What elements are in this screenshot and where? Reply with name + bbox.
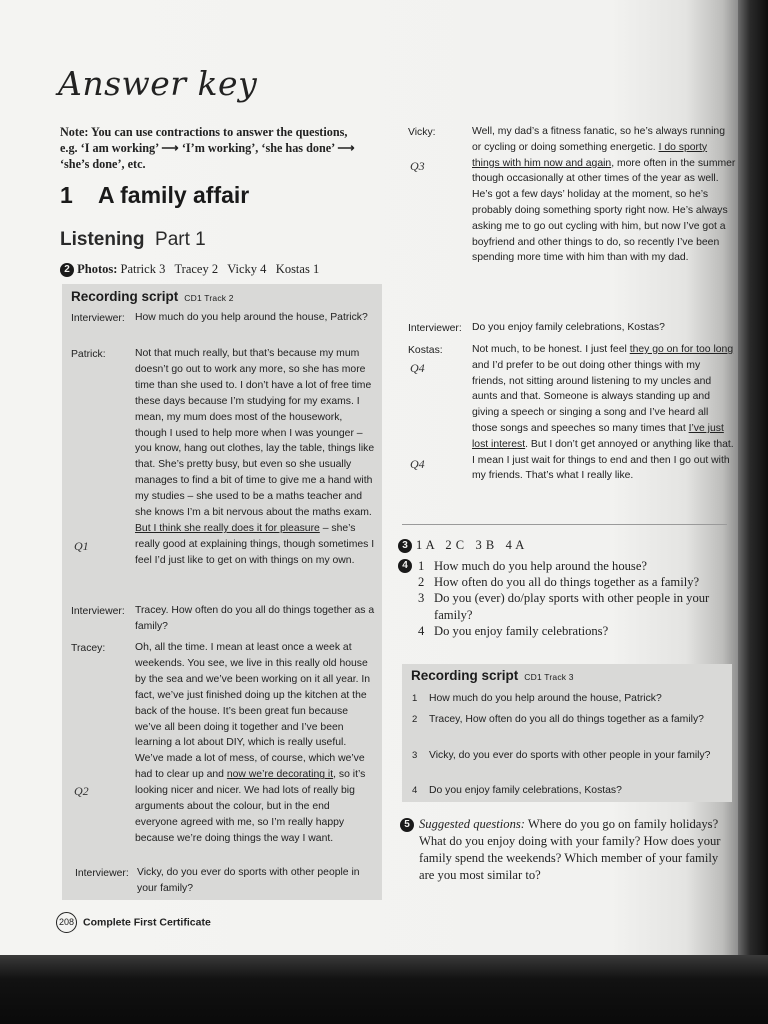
speech-segment: Oh, all the time. I mean at least once a week at weekends. You see, we live in this really old house by the sea and we’ve been working on it all year. In fact, we’ve just finished doing up the kitchen at the back of the house. It’s been great fun because we’ve all been doing it together and I’ve been learning a lot about DIY, which is really useful. We’ve made a lot of mess, of course, which we’ve had to clear up and (135, 642, 371, 781)
item-text: Tracey, How often do you all do things together as a family? (429, 714, 704, 725)
item-text: How much do you help around the house? (434, 559, 647, 573)
book-title: Complete First Certificate (83, 916, 211, 929)
photos-answer (60, 262, 319, 277)
step-2-badge: 2 (60, 263, 74, 277)
speech-segment: and I’d prefer to be out doing other things with my friends, not sitting around listening to my uncles and aunts and that. Someone is always standing up and giving a speech or singing a song and I’ve heard all those songs and speeches so many times that (472, 359, 712, 434)
question-marker: Q1 (74, 539, 89, 553)
item-text: Do you enjoy family celebrations, Kostas? (429, 785, 622, 796)
recording-script-heading (71, 289, 234, 304)
question-marker: Q4 (410, 457, 425, 471)
item-number: 4 (412, 785, 418, 796)
speech-text: Vicky, do you ever do sports with other people in your family? (137, 867, 360, 894)
item-number: 2 (412, 714, 418, 725)
track-label: CD1 Track 3 (524, 672, 574, 682)
speaker-label: Interviewer: (71, 606, 125, 617)
question-marker: Q2 (74, 784, 89, 798)
exercise-3-text: 1 A 2 C 3 B 4 A (416, 538, 525, 552)
speech-segment: , so it’s looking nicer and nicer. We had lots of really big arguments about the colour, but in the end everyone agreed with me, so I’m really happy because we’re doing things the way I want. (135, 769, 366, 844)
list-item (412, 712, 712, 728)
speaker-label: Tracey: (71, 643, 106, 654)
section-part: Part 1 (155, 229, 206, 250)
answer-evidence: I’ve just lost interest (472, 422, 724, 450)
answer-evidence: But I think she really does it for pleasure (135, 522, 320, 534)
speech-text: Do you enjoy family celebrations, Kostas? (472, 322, 665, 333)
item-number: 3 (412, 750, 418, 761)
item-number: 2 (418, 575, 425, 590)
item-number: 1 (412, 693, 418, 704)
item-text: Do you enjoy family celebrations? (434, 623, 609, 638)
list-item (398, 574, 728, 590)
speech-segment: , more often in the summer though occasionally at other times of the year as well. He’s got a few days’ holiday at the moment, so he’s probably doing something sporty right now. He’s always asking me to go out cycling with him, but now I’ve got a boyfriend and other things to do, so recently I’ve been spending more time with him than with my dad. (472, 157, 736, 264)
answer-evidence: they go on for too long (629, 344, 734, 355)
recording-script-heading (411, 668, 574, 683)
exercise-5-label: Suggested questions: (419, 817, 525, 831)
item-number: 3 (418, 591, 425, 606)
speech-text: How much do you help around the house, Patrick? (135, 312, 368, 323)
speech-segment: . But I don’t get annoyed or anything like that. I mean I just wait for things to end and then I go out with my friends. That’s what I really like. (472, 438, 734, 482)
item-text: Vicky, do you ever do sports with other people in your family? (429, 750, 711, 761)
contractions-note: Note: You can use contractions to answer the questions, e.g. ‘I am working’ ⟶ ‘I’m working’, ‘she has done’ ⟶ ‘she’s done’, etc. (60, 125, 355, 171)
recording-script-title: Recording script (411, 668, 519, 683)
exercise-3-answers (398, 538, 525, 553)
speech-text (472, 342, 734, 484)
unit-title: A family affair (98, 182, 250, 208)
recording-script-box (402, 664, 732, 802)
speech-text (135, 346, 375, 569)
list-item (412, 783, 712, 799)
answer-evidence: now we’re decorating it (226, 769, 334, 781)
speech-segment: – she’s really good at explaining things, though sometimes I feel I’d just like to get on with things on my own. (135, 522, 375, 566)
speaker-label: Interviewer: (71, 313, 125, 324)
divider (402, 524, 727, 525)
page-title: Answer key (58, 64, 258, 103)
speaker-label: Interviewer: (408, 323, 462, 334)
item-text: How much do you help around the house, Patrick? (429, 693, 662, 704)
recording-script-title: Recording script (71, 289, 179, 304)
exercise-5-text: Where do you go on family holidays? What do you enjoy doing with your family? How does your family spend the weekends? Which member of your family are you most similar to? (419, 817, 721, 882)
speaker-label: Interviewer: (75, 868, 129, 879)
item-text: Do you (ever) do/play sports with other people in your family? (434, 591, 710, 622)
exercise-4-list (398, 558, 728, 639)
list-item (412, 748, 712, 764)
step-5-badge: 5 (400, 818, 414, 832)
unit-number: 1 (60, 182, 73, 208)
item-text: How often do you all do things together as a family? (434, 575, 700, 590)
section-skill: Listening (60, 229, 145, 250)
item-number: 4 (418, 623, 425, 638)
speech-segment: Not much, to be honest. I just feel (472, 344, 627, 355)
speech-segment: Not that much really, but that’s because my mum doesn’t go out to work any more, so she has more time than she used to. I don’t have a lot of free time these days because I’m studying for my exams. I mean, my mum does most of the housework, though I used to help more when I was younger – you know, hang out clothes, lay the table, things like that. She’s pretty busy, but even so she usually manages to find a bit of time to give me a hand with my studies – she used to be a maths teacher and she knows I’m a bit nervous about the maths exam. (135, 348, 375, 519)
list-item (398, 590, 728, 622)
bottom-shadow (0, 955, 768, 1024)
unit-heading (60, 182, 249, 209)
answer-evidence: I do sporty things with him now and again (472, 141, 708, 169)
speaker-label: Patrick: (71, 349, 106, 360)
list-item (412, 691, 712, 707)
step-4-badge: 4 (398, 559, 412, 573)
section-heading (60, 229, 206, 251)
question-marker: Q3 (410, 159, 425, 173)
photos-text: Patrick 3 Tracey 2 Vicky 4 Kostas 1 (120, 262, 320, 276)
question-marker: Q4 (410, 361, 425, 375)
page-number: 208 (56, 912, 77, 933)
speaker-label: Vicky: (408, 127, 436, 138)
step-3-badge: 3 (398, 539, 412, 553)
speech-segment: Well, my dad’s a fitness fanatic, so he’s always running or cycling or doing something energetic. (472, 126, 725, 153)
book-spine-shadow (738, 0, 768, 1024)
speaker-label: Kostas: (408, 345, 443, 356)
list-item (398, 558, 728, 574)
speech-text: Tracey. How often do you all do things together as a family? (135, 605, 375, 632)
speech-text (472, 124, 737, 266)
speech-text (135, 640, 371, 847)
track-label: CD1 Track 2 (184, 293, 234, 303)
item-number: 1 (418, 559, 425, 573)
exercise-5 (400, 816, 730, 884)
photos-label: Photos: (77, 262, 118, 276)
page-footer (56, 912, 211, 933)
list-item (398, 623, 728, 639)
